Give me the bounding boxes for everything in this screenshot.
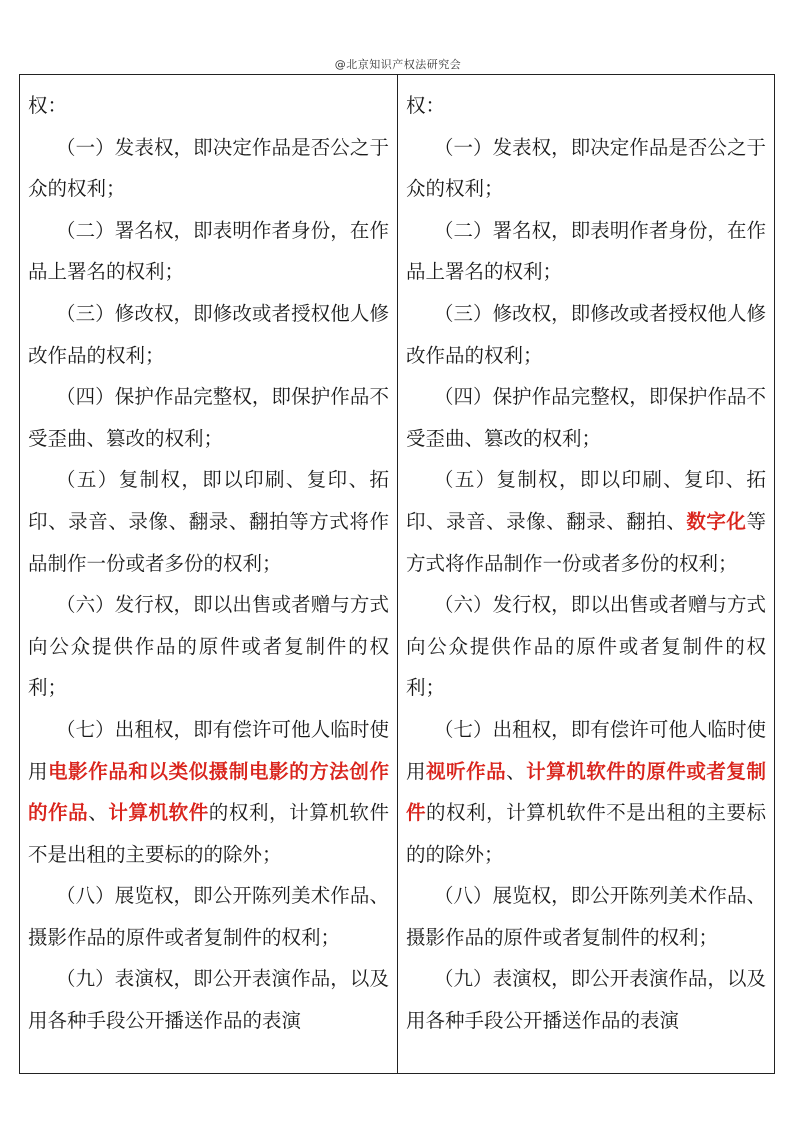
paragraph-alteration-right: （三）修改权，即修改或者授权他人修改作品的权利； [28,301,389,367]
paragraph-authorship-right: （二）署名权，即表明作者身份，在作品上署名的权利； [406,218,766,284]
paragraph-publication-right: （一）发表权，即决定作品是否公之于众的权利； [28,135,389,201]
paragraph-heading: 权： [28,94,68,117]
paragraph-integrity-right: （四）保护作品完整权，即保护作品不受歪曲、篡改的权利； [28,385,389,450]
right-column [397,75,774,1073]
rental-highlight-film-works: 电影作品和以类似摄制电影的方法创作的作品 [28,759,389,825]
rental-text-a: （七）出租权，即有偿许可他人临时使用 [406,717,766,783]
rental-highlight-software: 计算机软件 [108,801,209,825]
comparison-table [19,74,775,1074]
paragraph-heading: 权： [406,94,446,117]
rental-text-b: 、 [88,801,109,825]
watermark-text: @北京知识产权法研究会 [334,58,462,71]
paragraph-rental-right [28,709,389,875]
paragraph-reproduction-right: （五）复制权，即以印刷、复印、拓印、录音、录像、翻录、翻拍等方式将作品制作一份或者多份的权利； [28,468,389,575]
paragraph-exhibition-right: （八）展览权，即公开陈列美术作品、摄影作品的原件或者复制件的权利； [28,884,389,949]
paragraph-alteration-right: （三）修改权，即修改或者授权他人修改作品的权利； [406,301,766,367]
rental-text-b: 、 [506,759,527,783]
paragraph-rental-right [406,709,766,875]
rental-text-a: （七）出租权，即有偿许可他人临时使用 [28,717,389,783]
paragraph-authorship-right: （二）署名权，即表明作者身份，在作品上署名的权利； [28,218,389,284]
rental-text-c: 的权利，计算机软件不是出租的主要标的的除外； [406,801,766,866]
rental-text-c: 的权利，计算机软件不是出租的主要标的的除外； [28,801,389,866]
reproduction-highlight-digitization: 数字化 [686,509,747,533]
paragraph-performance-right: （九）表演权，即公开表演作品，以及用各种手段公开播送作品的表演 [28,967,389,1033]
paragraph-distribution-right: （六）发行权，即以出售或者赠与方式向公众提供作品的原件或者复制件的权利； [28,593,389,700]
rental-highlight-audiovisual-works: 视听作品 [426,759,507,783]
paragraph-reproduction-right [406,459,766,584]
left-column [20,75,397,1073]
rental-highlight-software-copies: 计算机软件的原件或者复制件 [406,759,766,825]
paragraph-distribution-right: （六）发行权，即以出售或者赠与方式向公众提供作品的原件或者复制件的权利； [406,593,766,700]
paragraph-integrity-right: （四）保护作品完整权，即保护作品不受歪曲、篡改的权利； [406,385,766,450]
reproduction-text-b: 等方式将作品制作一份或者多份的权利； [406,509,766,575]
paragraph-publication-right: （一）发表权，即决定作品是否公之于众的权利； [406,135,766,201]
paragraph-performance-right: （九）表演权，即公开表演作品，以及用各种手段公开播送作品的表演 [406,967,766,1033]
paragraph-exhibition-right: （八）展览权，即公开陈列美术作品、摄影作品的原件或者复制件的权利； [406,884,766,949]
reproduction-text-a: （五）复制权，即以印刷、复印、拓印、录音、录像、翻录、翻拍、 [406,468,766,533]
